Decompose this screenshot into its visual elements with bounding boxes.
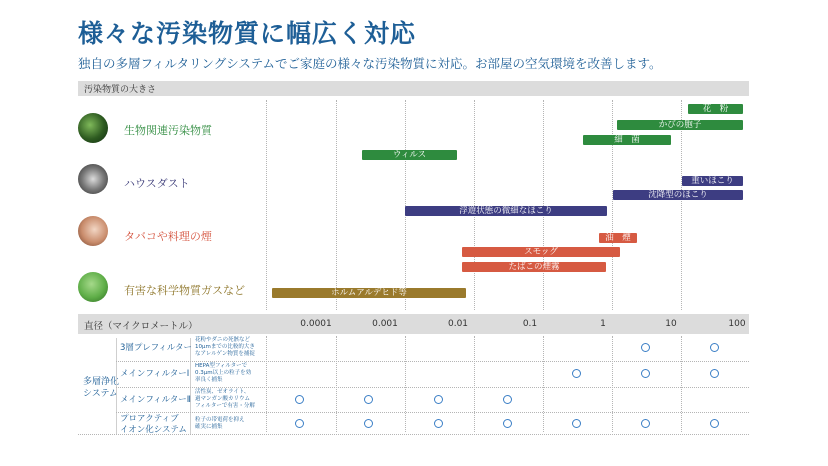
bar-pollen: 花 粉 [688, 104, 743, 114]
compatibility-circle [503, 395, 512, 404]
grid-line [543, 336, 544, 432]
system-name-prefilter: 3層プレフィルター [120, 343, 193, 353]
category-label-housedust: ハウスダスト [124, 177, 190, 190]
grid-line [266, 336, 267, 432]
compatibility-circle [364, 395, 373, 404]
page-title: 様々な汚染物質に幅広く対応 [78, 19, 417, 48]
category-label-gas: 有害な科学物質ガスなど [124, 284, 245, 297]
bar-oil-smoke: 油 煙 [599, 233, 637, 243]
bar-virus: ウィルス [362, 150, 457, 160]
category-label-smoke: タバコや料理の煙 [124, 230, 212, 243]
bacteria-icon [78, 113, 108, 143]
compatibility-circle [364, 419, 373, 428]
bar-heavy-dust: 重いほこり [682, 176, 743, 186]
axis-row [78, 314, 749, 334]
system-desc-prefilter: 花粉やダニの死骸など 10μmまでの比較的大き なアレルゲン物質を捕捉 [195, 337, 255, 357]
row-separator [116, 412, 749, 413]
grid-line [336, 100, 337, 310]
row-separator [116, 361, 749, 362]
grid-line [612, 100, 613, 310]
compatibility-circle [295, 395, 304, 404]
compatibility-circle [710, 419, 719, 428]
table-divider [116, 338, 117, 434]
system-name-ionizer: プロアクティブ イオン化システム [120, 414, 187, 435]
axis-tick: 100 [728, 319, 746, 329]
compatibility-circle [641, 369, 650, 378]
grid-line [266, 100, 267, 310]
compatibility-circle [572, 419, 581, 428]
axis-tick: 0.001 [372, 319, 398, 329]
system-desc-ionizer: 粒子の帯電荷を抑え 確実に捕集 [195, 417, 245, 430]
compatibility-circle [641, 419, 650, 428]
cigarette-icon [78, 216, 108, 246]
bar-mold-spores: かびの胞子 [617, 120, 743, 130]
compatibility-circle [572, 369, 581, 378]
axis-tick: 1 [600, 319, 606, 329]
compatibility-circle [434, 419, 443, 428]
system-name-main-filter-2: メインフィルターⅡ [120, 395, 191, 405]
axis-label: 直径（マイクロメートル） [84, 321, 198, 332]
grid-line [681, 100, 682, 310]
grid-line [405, 336, 406, 432]
grid-line [612, 336, 613, 432]
gas-icon [78, 272, 108, 302]
bar-smog: スモッグ [462, 247, 620, 257]
bar-settling-dust: 沈降型のほこり [613, 190, 743, 200]
row-separator [116, 387, 749, 388]
compatibility-circle [710, 343, 719, 352]
compatibility-circle [295, 419, 304, 428]
system-desc-main-filter-2: 活性炭、ゼオライト、 過マンガン酸カリウム フィルターで有害・分解 [195, 389, 255, 409]
grid-line [405, 100, 406, 310]
dust-fiber-icon [78, 164, 108, 194]
axis-tick: 0.0001 [300, 319, 332, 329]
grid-line [681, 336, 682, 432]
category-label-biological: 生物関連汚染物質 [124, 124, 212, 137]
grid-line [474, 100, 475, 310]
compatibility-circle [641, 343, 650, 352]
system-group-label: 多層浄化 システム [83, 377, 120, 399]
system-desc-main-filter-1: HEPA型フィルターで 0.3μm以上の粒子を効 率良く捕集 [195, 363, 252, 383]
axis-tick: 10 [665, 319, 677, 329]
section-label: 汚染物質の大きさ [84, 85, 157, 95]
compatibility-circle [710, 369, 719, 378]
bar-formaldehyde: ホルムアルデヒド等 [272, 288, 466, 298]
grid-line [543, 100, 544, 310]
compatibility-circle [503, 419, 512, 428]
compatibility-circle [434, 395, 443, 404]
bar-tobacco-smoke: たばこの煙霧 [462, 262, 606, 272]
grid-line [474, 336, 475, 432]
section-header-bar [78, 81, 749, 96]
page-subtitle: 独自の多層フィルタリングシステムでご家庭の様々な汚染物質に対応。お部屋の空気環境を改善します。 [78, 56, 662, 71]
axis-tick: 0.01 [447, 319, 469, 329]
bar-floating-fine-dust: 浮遊状態の微細なほこり [405, 206, 607, 216]
bar-bacteria: 細 菌 [583, 135, 671, 145]
grid-line [336, 336, 337, 432]
system-name-main-filter-1: メインフィルターⅠ [120, 369, 190, 379]
axis-tick: 0.1 [522, 319, 538, 329]
